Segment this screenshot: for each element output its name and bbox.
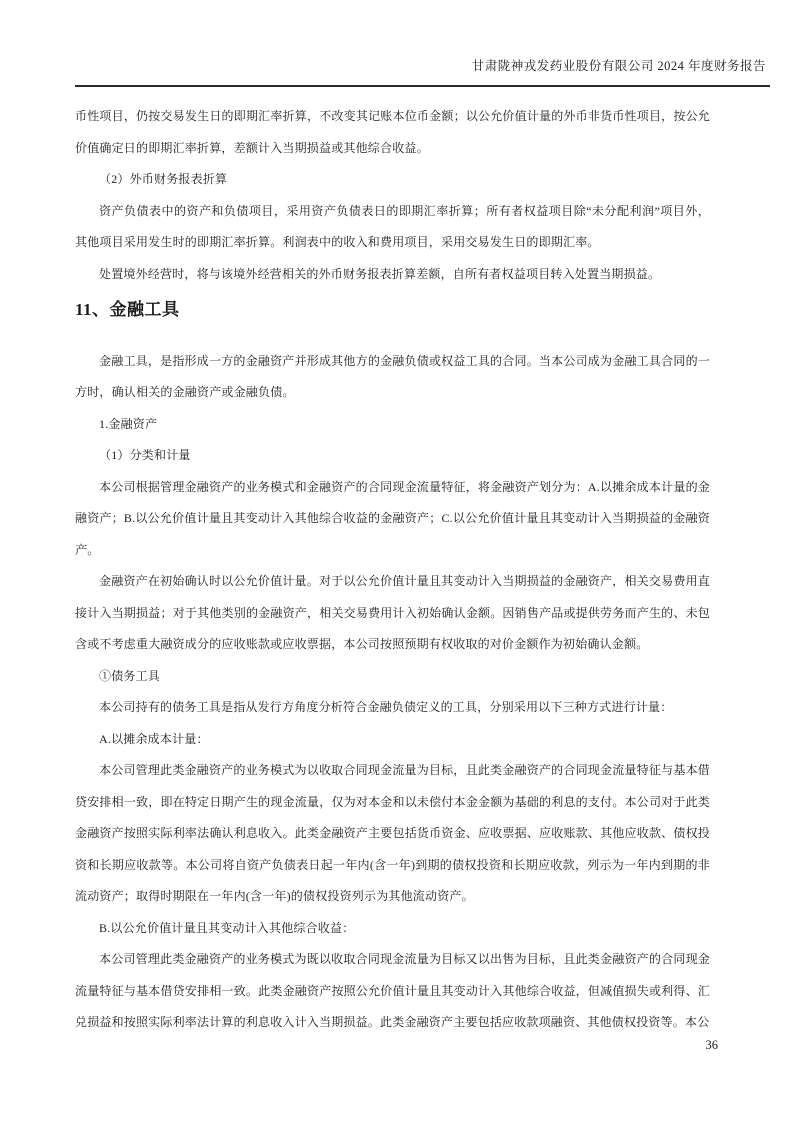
text-line: ①债务工具 [99, 668, 161, 683]
paragraph [75, 259, 710, 291]
section-heading: 11、金融工具 [75, 300, 180, 319]
paragraph [75, 913, 710, 945]
text-line: 含或不考虑重大融资成分的应收账款或应收票据，本公司按照预期有权收取的对价金额作为初始确认金额。 [75, 637, 649, 651]
paragraph [75, 661, 710, 693]
text-line: 产。 [75, 542, 100, 557]
text-line: 金融工具，是指形成一方的金融资产并形成其他方的金融负债或权益工具的合同。当本公司成为金融工具合同的一 [99, 353, 710, 368]
text-line: A.以摊余成本计量： [99, 731, 209, 746]
paragraph [75, 196, 710, 259]
text-line: 方时，确认相关的金融资产或金融负债。 [75, 385, 295, 399]
text-line: 金融资产按照实际利率法确认利息收入。此类金融资产主要包括货币资金、应收票据、应收账款、其他应收款、债权投 [75, 826, 710, 840]
paragraph [75, 101, 710, 164]
text-line: 本公司根据管理金融资产的业务模式和金融资产的合同现金流量特征，将金融资产划分为：A.以摊余成本计量的金 [99, 479, 710, 494]
text-line: 贷安排相一致，即在特定日期产生的现金流量，仅为对本金和以未偿付本金金额为基础的利息的支付。本公司对于此类 [75, 794, 710, 809]
paragraph [75, 944, 710, 1039]
text-line: 本公司管理此类金融资产的业务模式为既以收取合同现金流量为目标又以出售为目标，且此类金融资产的合同现金 [99, 952, 710, 966]
paragraph [75, 692, 710, 724]
paragraph [75, 724, 710, 756]
page-number: 36 [705, 1038, 718, 1052]
document-body [75, 101, 710, 1039]
paragraph [75, 472, 710, 567]
text-line: 融资产；B.以公允价值计量且其变动计入其他综合收益的金融资产；C.以公允价值计量且其变动计入当期损益的金融资 [75, 511, 710, 525]
text-line: 其他项目采用发生时的即期汇率折算。利润表中的收入和费用项目，采用交易发生日的即期汇率。 [75, 235, 600, 249]
text-line: 1.金融资产 [99, 416, 158, 431]
text-line: 资产负债表中的资产和负债项目，采用资产负债表日的即期汇率折算；所有者权益项目除“未分配利润”项目外， [99, 203, 710, 218]
text-line: （2）外币财务报表折算 [99, 172, 228, 186]
paragraph [75, 164, 710, 196]
paragraph [75, 566, 710, 661]
text-line: 金融资产在初始确认时以公允价值计量。对于以公允价值计量且其变动计入当期损益的金融资产，相关交易费用直 [99, 574, 710, 588]
paragraph [75, 409, 710, 441]
paragraph [75, 440, 710, 472]
text-line: 处置境外经营时，将与该境外经营相关的外币财务报表折算差额，自所有者权益项目转入处置当期损益。 [99, 266, 661, 281]
paragraph [75, 755, 710, 913]
report-header-title: 甘肃陇神戎发药业股份有限公司 2024 年度财务报告 [471, 59, 766, 73]
text-line: 价值确定日的即期汇率折算，差额计入当期损益或其他综合收益。 [75, 140, 429, 155]
text-line: 兑损益和按照实际利率法计算的利息收入计入当期损益。此类金融资产主要包括应收款项融资、其他债权投资等。本公 [75, 1015, 710, 1029]
text-line: 资和长期应收款等。本公司将自资产负债表日起一年内(含一年)到期的债权投资和长期应收款，列示为一年内到期的非 [75, 857, 710, 872]
text-line: 流动资产；取得时期限在一年内(含一年)的债权投资列示为其他流动资产。 [75, 889, 474, 903]
text-line: 本公司持有的债务工具是指从发行方角度分析符合金融负债定义的工具，分别采用以下三种方式进行计量： [99, 700, 673, 714]
text-line: 流量特征与基本借贷安排相一致。此类金融资产按照公允价值计量且其变动计入其他综合收益，但减值损失或利得、汇 [75, 983, 710, 998]
text-line: 本公司管理此类金融资产的业务模式为以收取合同现金流量为目标，且此类金融资产的合同现金流量特征与基本借 [99, 763, 710, 777]
text-line: B.以公允价值计量且其变动计入其他综合收益： [99, 920, 355, 935]
text-line: 接计入当期损益；对于其他类别的金融资产，相关交易费用计入初始确认金额。因销售产品或提供劳务而产生的、未包 [75, 605, 710, 620]
header-rule [75, 85, 770, 87]
paragraph [75, 346, 710, 409]
text-line: （1）分类和计量 [99, 448, 191, 462]
text-line: 币性项目，仍按交易发生日的即期汇率折算，不改变其记账本位币金额；以公允价值计量的外币非货币性项目，按公允 [75, 109, 710, 123]
